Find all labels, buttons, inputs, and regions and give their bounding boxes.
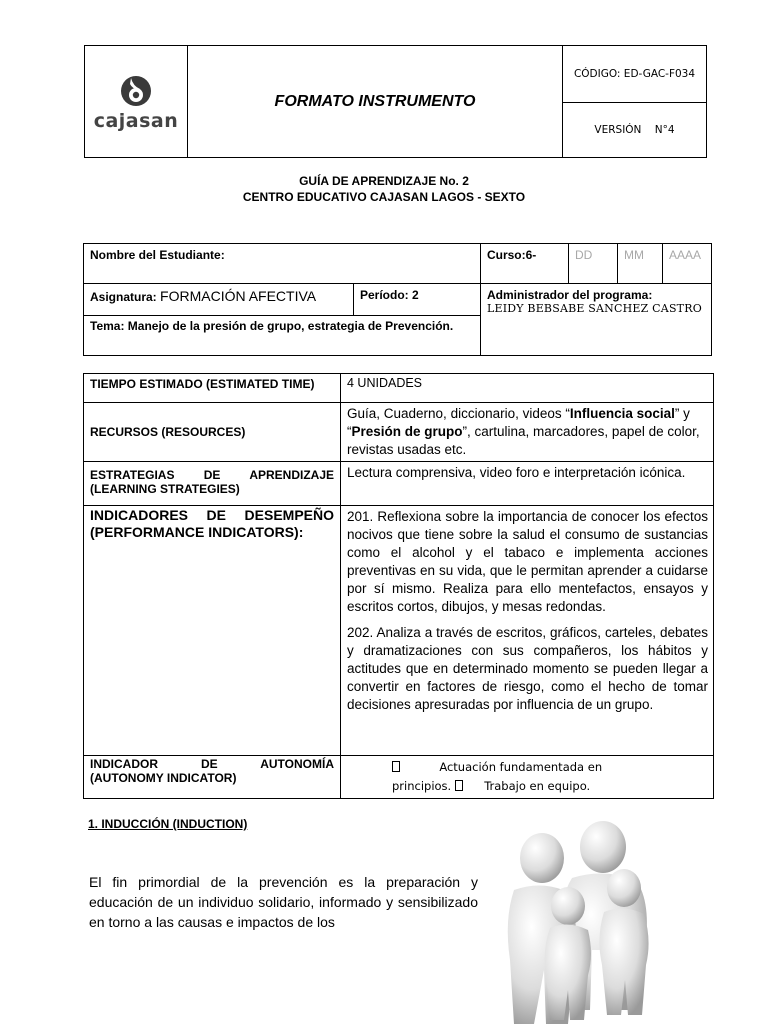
- date-month[interactable]: [617, 244, 662, 284]
- document-code: CÓDIGO: ED-GAC-F034: [573, 68, 696, 80]
- school-title: CENTRO EDUCATIVO CAJASAN LAGOS - SEXTO: [242, 190, 526, 204]
- strategies-value: Lectura comprensiva, video foro e interpretación icónica.: [341, 462, 714, 506]
- student-name-label: Nombre del Estudiante:: [84, 244, 481, 284]
- cajasan-logo-icon: [119, 72, 153, 108]
- subject-value: FORMACIÓN AFECTIVA: [160, 288, 317, 304]
- resources-text-1: Guía, Cuaderno, diccionario, videos “: [347, 406, 570, 421]
- autonomy-label-line1: INDICADOR DE AUTONOMÍA: [90, 757, 334, 771]
- header-table: [84, 45, 707, 158]
- induction-text: El fin primordial de la prevención es la preparación y educación de un individuo solidario, informado y sensibilizado en torno a las causas e impactos de los: [89, 874, 478, 930]
- autonomy-item-1-cont: principios.: [392, 779, 452, 793]
- admin-cell: [480, 284, 711, 356]
- admin-value: LEIDY BEBSABE SANCHEZ CASTRO: [486, 302, 702, 315]
- resources-value: [341, 403, 714, 462]
- resources-text-2: ” y “: [347, 406, 690, 439]
- code-cell: [563, 46, 707, 103]
- document-title: FORMATO INSTRUMENTO: [274, 92, 476, 110]
- autonomy-line1: [392, 758, 707, 777]
- performance-label: [84, 506, 341, 756]
- date-year[interactable]: [662, 244, 711, 284]
- autonomy-label-line2: (AUTONOMY INDICATOR): [90, 771, 237, 785]
- course-label: Curso:6-: [480, 244, 568, 284]
- title-cell: [188, 46, 563, 158]
- resources-label: RECURSOS (RESOURCES): [84, 403, 341, 462]
- logo-cell: [85, 46, 188, 158]
- time-label: TIEMPO ESTIMADO (ESTIMATED TIME): [84, 374, 341, 403]
- resources-bold-2: Presión de grupo: [351, 424, 463, 439]
- date-day[interactable]: [568, 244, 617, 284]
- performance-label-line1: INDICADORES DE DESEMPEÑO: [90, 507, 334, 523]
- date-day-placeholder: DD: [574, 248, 593, 262]
- family-illustration-icon: [488, 810, 680, 1024]
- checkbox-icon[interactable]: [455, 780, 463, 791]
- time-value: 4 UNIDADES: [341, 374, 714, 403]
- admin-label: Administrador del programa:: [486, 288, 653, 302]
- autonomy-line2: [392, 777, 707, 796]
- subject-cell: [84, 284, 354, 316]
- autonomy-label: [84, 756, 341, 799]
- autonomy-value: [341, 756, 714, 799]
- strategies-label-line2: (LEARNING STRATEGIES): [90, 482, 240, 496]
- checkbox-icon[interactable]: [392, 761, 400, 772]
- subject-label: Asignatura:: [90, 290, 157, 304]
- strategies-label-line1: ESTRATEGIAS DE APRENDIZAJE: [90, 468, 334, 482]
- version-label: VERSIÓN: [594, 124, 642, 136]
- autonomy-item-1: Actuación fundamentada en: [439, 760, 603, 774]
- date-year-placeholder: AAAA: [668, 248, 701, 262]
- version-value: N°4: [654, 124, 675, 136]
- logo-text: cajasan: [93, 109, 179, 132]
- document-version: [563, 124, 706, 136]
- strategies-label: [84, 462, 341, 506]
- period-label: Período: 2: [354, 284, 481, 316]
- details-table: [83, 373, 714, 799]
- performance-value: [341, 506, 714, 756]
- resources-bold-1: Influencia social: [569, 406, 675, 421]
- performance-label-line2: (PERFORMANCE INDICATORS):: [90, 524, 304, 540]
- induction-title: 1. INDUCCIÓN (INDUCTION): [88, 817, 248, 831]
- student-table: [83, 243, 712, 356]
- guide-title: GUÍA DE APRENDIZAJE No. 2: [299, 174, 469, 188]
- date-month-placeholder: MM: [623, 248, 644, 262]
- version-cell: [563, 103, 707, 158]
- autonomy-item-2: Trabajo en equipo.: [484, 779, 591, 793]
- performance-202: 202. Analiza a través de escritos, gráficos, carteles, debates y dramatizaciones con sus compañeros, los hábitos y actitudes que en determinado momento se pueden llegar a convertir en factores de riesgo, como el hecho de tomar decisiones apresuradas por influencia de un grupo.: [347, 625, 708, 712]
- topic-cell: Tema: Manejo de la presión de grupo, estrategia de Prevención.: [84, 316, 481, 356]
- performance-201: 201. Reflexiona sobre la importancia de conocer los efectos nocivos que tiene sobre la salud el consumo de sustancias como el alcohol y el tabaco e implementa acciones preventivas en su vida, que le permitan aprender a cuidarse por sí mismo. Realiza para ello mentefactos, ensayos y escritos cortos, dibujos, y mesas redondas.: [347, 509, 708, 614]
- resources-text-3: ”, cartulina, marcadores, papel de color, revistas usadas etc.: [347, 424, 700, 457]
